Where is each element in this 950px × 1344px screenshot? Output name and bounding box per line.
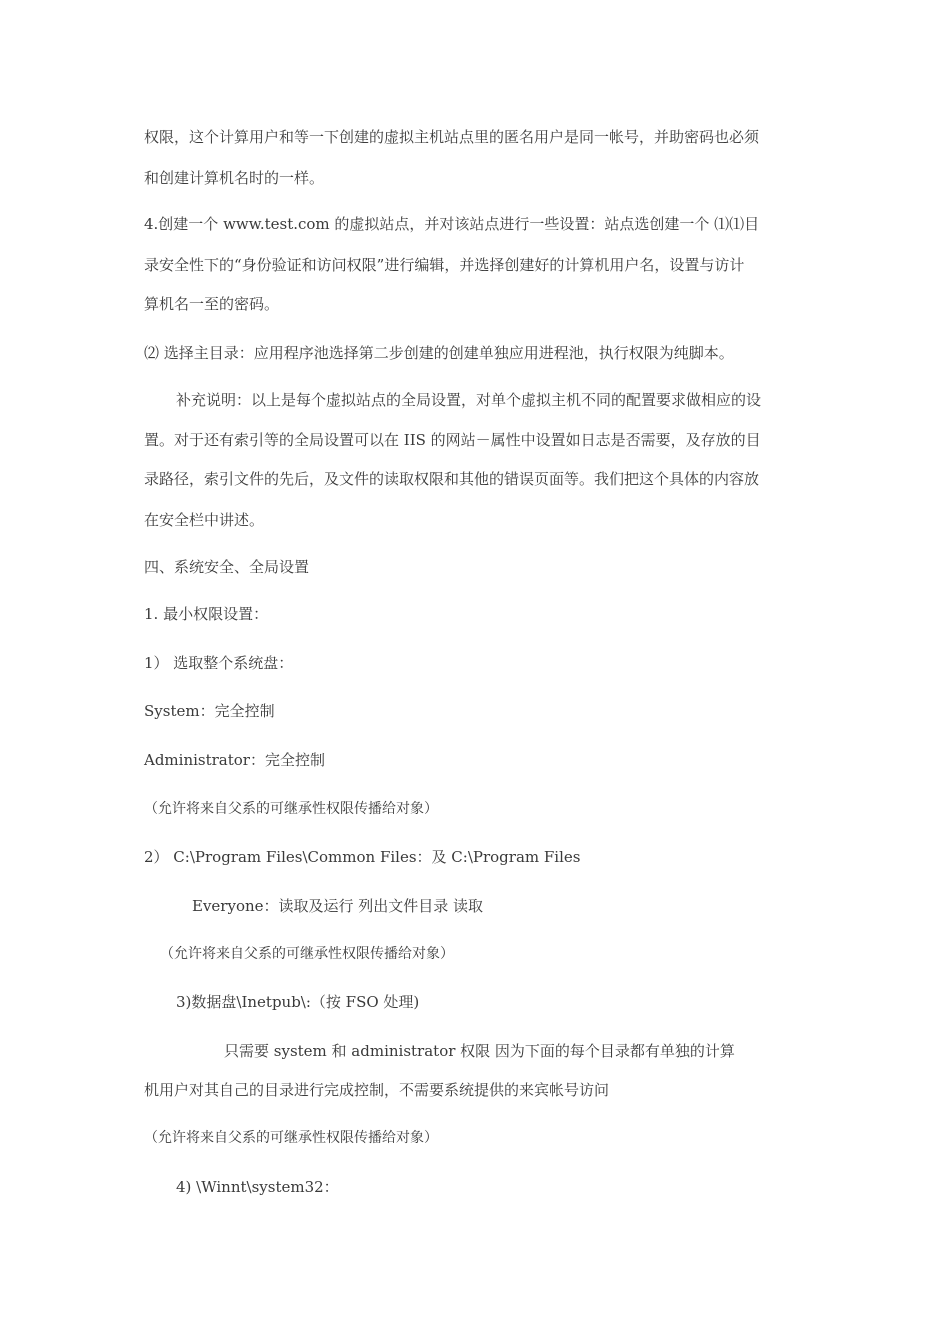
paragraph-line: 4.创建一个 www.test.com 的虚拟站点，并对该站点进行一些设置：站点选创建一个 ⑴⑴目: [144, 215, 760, 233]
permission-line: Administrator：完全控制: [144, 751, 325, 769]
paragraph-line: ⑵ 选择主目录：应用程序池选择第二步创建的创建单独应用进程池，执行权限为纯脚本。: [144, 344, 734, 362]
paragraph-line: 在安全栏中讲述。: [144, 511, 265, 529]
paragraph-line: 置。对于还有索引等的全局设置可以在 IIS 的网站－属性中设置如日志是否需要，及存放的目: [144, 431, 761, 449]
note-line: （允许将来自父系的可继承性权限传播给对象）: [160, 946, 454, 962]
list-item: 1） 选取整个系统盘：: [144, 654, 294, 672]
paragraph-line: 权限，这个计算用户和等一下创建的虚拟主机站点里的匿名用户是同一帐号，并助密码也必须: [144, 128, 760, 146]
paragraph-line: 算机名一至的密码。: [144, 295, 280, 313]
note-line: （允许将来自父系的可继承性权限传播给对象）: [144, 801, 438, 817]
note-line: （允许将来自父系的可继承性权限传播给对象）: [144, 1130, 438, 1146]
paragraph-line: 只需要 system 和 administrator 权限 因为下面的每个目录都有单独的计算: [224, 1042, 735, 1060]
list-item: 4) \Winnt\system32：: [176, 1178, 339, 1196]
paragraph-line: 和创建计算机名时的一样。: [144, 169, 325, 187]
list-item: 3)数据盘\Inetpub\:（按 FSO 处理): [176, 993, 420, 1011]
list-item: 2） C:\Program Files\Common Files：及 C:\Program Files: [144, 848, 581, 866]
subsection-heading: 1. 最小权限设置：: [144, 605, 269, 623]
paragraph-line: 机用户对其自己的目录进行完成控制，不需要系统提供的来宾帐号访问: [144, 1081, 610, 1099]
permission-line: Everyone：读取及运行 列出文件目录 读取: [192, 897, 484, 915]
permission-line: System：完全控制: [144, 702, 275, 720]
section-heading: 四、系统安全、全局设置: [144, 558, 310, 576]
paragraph-line: 录路径，索引文件的先后，及文件的读取权限和其他的错误页面等。我们把这个具体的内容放: [144, 470, 760, 488]
paragraph-line: 录安全性下的“身份验证和访问权限”进行编辑，并选择创建好的计算机用户名，设置与访计: [144, 256, 745, 274]
paragraph-line: 补充说明：以上是每个虚拟站点的全局设置，对单个虚拟主机不同的配置要求做相应的设: [176, 391, 762, 409]
